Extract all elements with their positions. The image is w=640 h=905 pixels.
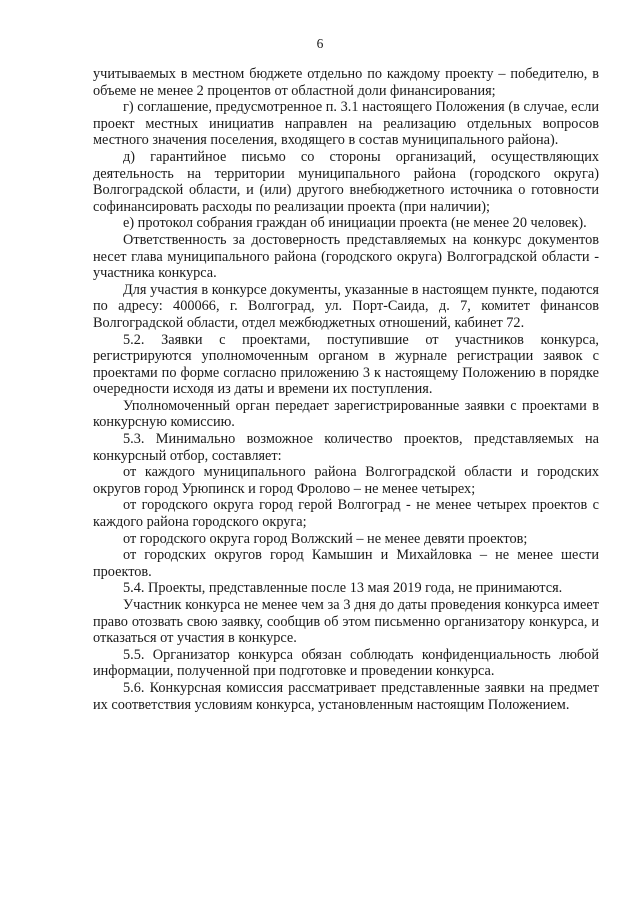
paragraph: учитываемых в местном бюджете отдельно по каждому проекту – победителю, в объеме не менее 2 процентов от областной доли финансирования; bbox=[93, 66, 599, 99]
paragraph: от городского округа город Волжский – не менее девяти проектов; bbox=[123, 530, 528, 547]
paragraph: г) соглашение, предусмотренное п. 3.1 настоящего Положения (в случае, если проект местных инициатив направлен на реализацию отдельных вопросов местного значения поселения, входящего в состав муниципального района). bbox=[93, 99, 599, 149]
paragraph: Участник конкурса не менее чем за 3 дня до даты проведения конкурса имеет право отозвать свою заявку, сообщив об этом письменно организатору конкурса, и отказаться от участия в конкурсе. bbox=[93, 597, 599, 647]
paragraph: 5.6. Конкурсная комиссия рассматривает представленные заявки на предмет их соответствия условиям конкурса, установленным настоящим Положением. bbox=[93, 679, 599, 713]
paragraph: Для участия в конкурсе документы, указанные в настоящем пункте, подаются по адресу: 400066, г. Волгоград, ул. Порт-Саида, д. 7, комитет финансов Волгоградской области, отдел межбюджетных отношений, кабинет 72. bbox=[93, 281, 599, 331]
paragraph: от городских округов город Камышин и Михайловка – не менее шести проектов. bbox=[93, 547, 599, 580]
paragraph: от каждого муниципального района Волгоградской области и городских округов город Урюпинск и город Фролово – не менее четырех; bbox=[93, 464, 599, 497]
paragraph: д) гарантийное письмо со стороны организаций, осуществляющих деятельность на территории муниципального района (городского округа) Волгоградской области, и (или) другого внебюджетного источника о готовности софинансировать расходы по реализации проекта (при наличии); bbox=[93, 148, 599, 215]
document-body bbox=[93, 66, 599, 713]
paragraph: Уполномоченный орган передает зарегистрированные заявки с проектами в конкурсную комиссию. bbox=[93, 397, 599, 431]
paragraph: 5.3. Минимально возможное количество проектов, представляемых на конкурсный отбор, составляет: bbox=[93, 431, 599, 464]
paragraph: 5.4. Проекты, представленные после 13 мая 2019 года, не принимаются. bbox=[123, 580, 563, 597]
paragraph: е) протокол собрания граждан об инициации проекта (не менее 20 человек). bbox=[123, 215, 587, 232]
paragraph: 5.2. Заявки с проектами, поступившие от участников конкурса, регистрируются уполномоченным органом в журнале регистрации заявок с проектами по форме согласно приложению 3 к настоящему Положению в порядке очередности исходя из даты и времени их поступления. bbox=[93, 331, 599, 398]
paragraph: Ответственность за достоверность представляемых на конкурс документов несет глава муниципального района (городского округа) Волгоградской области - участника конкурса. bbox=[93, 231, 599, 282]
paragraph: от городского округа город герой Волгоград - не менее четырех проектов с каждого района городского округа; bbox=[93, 497, 599, 531]
paragraph: 5.5. Организатор конкурса обязан соблюдать конфиденциальность любой информации, полученной при подготовке и проведении конкурса. bbox=[93, 646, 599, 680]
page-number: 6 bbox=[316, 36, 324, 51]
